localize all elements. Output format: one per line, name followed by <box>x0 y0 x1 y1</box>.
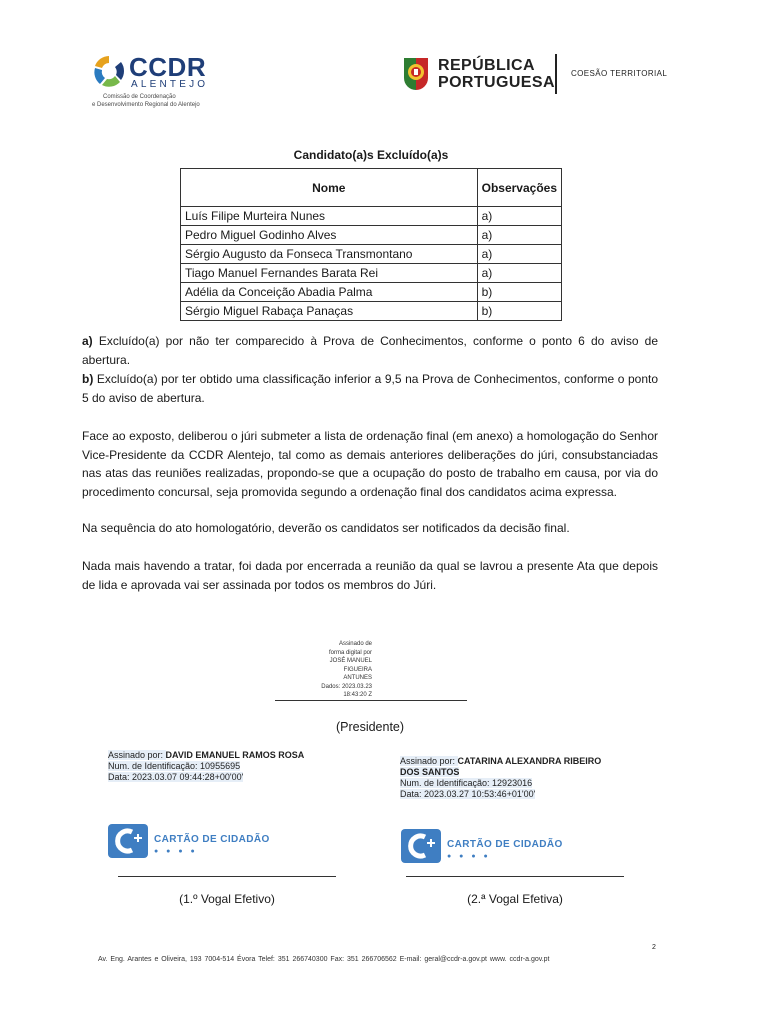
candidate-name: Tiago Manuel Fernandes Barata Rei <box>181 264 478 283</box>
vogal2-name-line1: CATARINA ALEXANDRA RIBEIRO <box>457 756 602 766</box>
note-b-label: b) <box>82 372 94 386</box>
republica-line1: REPÚBLICA <box>438 57 535 74</box>
signature-line: forma digital por <box>328 649 372 656</box>
signed-by-label: Assinado por: <box>400 756 458 766</box>
body-paragraph-3: Nada mais havendo a tratar, foi dada por encerrada a reunião da qual se lavrou a presente Ata que depois de lida e aprovada vai ser assinada por todos os membros do Júri. <box>82 559 658 592</box>
cartao-cidadao-logo <box>401 829 561 867</box>
logo-divider <box>555 54 557 94</box>
table-header-row <box>181 169 562 207</box>
ccdr-alentejo-logo <box>90 52 220 112</box>
candidate-name: Luís Filipe Murteira Nunes <box>181 207 478 226</box>
table-row <box>181 245 562 264</box>
president-digital-signature <box>280 640 372 700</box>
table-row <box>181 207 562 226</box>
candidate-obs: a) <box>477 245 561 264</box>
body-paragraph-2: Na sequência do ato homologatório, deverão os candidatos ser notificados da decisão final. <box>82 521 570 535</box>
ccdr-emblem-icon <box>90 52 128 92</box>
column-header-name: Nome <box>181 169 478 207</box>
signature-line: ANTUNES <box>343 675 372 681</box>
candidate-name: Sérgio Miguel Rabaça Panaças <box>181 302 478 321</box>
coat-of-arms-icon <box>400 54 432 94</box>
candidate-obs: b) <box>477 302 561 321</box>
table-row <box>181 264 562 283</box>
vogal2-role: (2.ª Vogal Efetiva) <box>467 892 563 906</box>
note-b <box>82 370 658 407</box>
page-footer: Av. Eng. Arantes e Oliveira, 193 7004-514 Évora Telef: 351 266740300 Fax: 351 266706562 E-mail: geral@ccdr-a.gov.pt www. ccdr-a.gov.pt <box>98 956 550 963</box>
candidate-name: Pedro Miguel Godinho Alves <box>181 226 478 245</box>
president-signature-line <box>275 700 467 701</box>
vogal1-name: DAVID EMANUEL RAMOS ROSA <box>165 750 305 760</box>
cartao-cidadao-icon <box>401 829 441 863</box>
signed-by-label: Assinado por: <box>108 750 166 760</box>
vogal1-role: (1.º Vogal Efetivo) <box>179 892 275 906</box>
cartao-cidadao-text: CARTÃO DE CIDADÃO <box>447 839 563 850</box>
ccdr-desc-line2: e Desenvolvimento Regional do Alentejo <box>92 102 200 108</box>
coesao-territorial-label: COESÃO TERRITORIAL <box>571 69 668 78</box>
vogal2-signature-line <box>406 876 624 877</box>
president-label: (Presidente) <box>335 720 405 734</box>
vogal1-id: Num. de Identificação: 10955695 <box>108 761 241 771</box>
note-a <box>82 332 658 369</box>
candidate-name: Sérgio Augusto da Fonseca Transmontano <box>181 245 478 264</box>
signature-line: Dados: 2023.03.23 <box>321 683 372 690</box>
signature-line: 18:43:20 Z <box>343 692 372 698</box>
vogal2-signature-block <box>400 756 601 800</box>
excluded-candidates-table <box>180 168 562 321</box>
candidate-obs: a) <box>477 264 561 283</box>
note-a-text: Excluído(a) por não ter comparecido à Prova de Conhecimentos, conforme o ponto 6 do aviso de abertura. <box>82 334 658 367</box>
note-a-label: a) <box>82 334 93 348</box>
table-caption: Candidato(a)s Excluído(a)s <box>293 148 449 162</box>
body-paragraph-1: Face ao exposto, deliberou o júri submeter a lista de ordenação final (em anexo) a homologação do Senhor Vice-Presidente da CCDR Alentejo, tal como as demais anteriores deliberações do júri, consubstanciadas nas atas das reuniões realizadas, propondo-se que a ocupação do posto de trabalho em causa, por via do procedimento concursal, seja promovida segundo a ordenação final dos candidatos acima expressa. <box>82 429 658 499</box>
ccdr-subname: ALENTEJO <box>131 79 209 90</box>
vogal2-name-line2: DOS SANTOS <box>400 767 460 777</box>
candidate-obs: a) <box>477 226 561 245</box>
republica-portuguesa-logo <box>400 54 670 98</box>
candidate-obs: b) <box>477 283 561 302</box>
cartao-cidadao-logo <box>108 824 268 862</box>
vogal1-date: Data: 2023.03.07 09:44:28+00'00' <box>108 772 244 782</box>
ccdr-desc-line1: Comissão de Coordenação <box>103 94 176 100</box>
table-row <box>181 302 562 321</box>
table-row <box>181 283 562 302</box>
cartao-cidadao-icon <box>108 824 148 858</box>
candidate-name: Adélia da Conceição Abadia Palma <box>181 283 478 302</box>
signature-line: FIGUEIRA <box>343 666 372 673</box>
page-number: 2 <box>652 944 656 951</box>
vogal2-date: Data: 2023.03.27 10:53:46+01'00' <box>400 789 536 799</box>
column-header-observacoes: Observações <box>477 169 561 207</box>
republica-line2: PORTUGUESA <box>438 74 555 91</box>
ccdr-name: CCDR <box>129 52 207 82</box>
candidate-obs: a) <box>477 207 561 226</box>
vogal1-signature-block <box>108 750 304 783</box>
vogal1-signature-line <box>118 876 336 877</box>
cartao-cidadao-dots: ● ● ● ● <box>154 848 198 855</box>
vogal2-id: Num. de Identificação: 12923016 <box>400 778 533 788</box>
table-row <box>181 226 562 245</box>
cartao-cidadao-text: CARTÃO DE CIDADÃO <box>154 834 270 845</box>
note-b-text: Excluído(a) por ter obtido uma classificação inferior a 9,5 na Prova de Conhecimentos, conforme o ponto 5 do aviso de abertura. <box>82 372 658 405</box>
signature-line: JOSÉ MANUEL <box>329 658 372 664</box>
cartao-cidadao-dots: ● ● ● ● <box>447 853 491 860</box>
signature-line: Assinado de <box>338 641 372 647</box>
